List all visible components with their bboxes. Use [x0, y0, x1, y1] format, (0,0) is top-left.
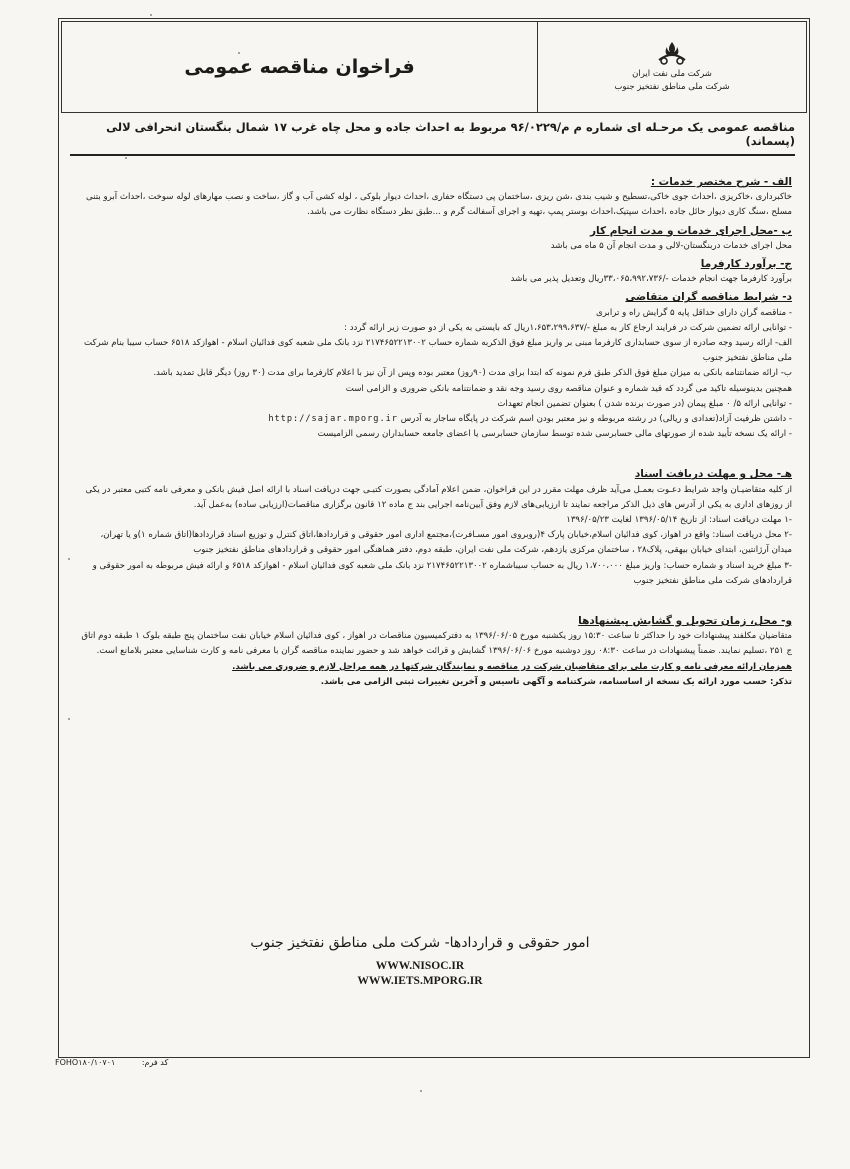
section-c-heading: ج- برآورد کارفرما	[700, 258, 792, 271]
section-b-body: محل اجرای خدمات دربنگستان-لالی و مدت انجام آن ۵ ماه می باشد	[550, 240, 792, 251]
section-e-line: -۲ محل دریافت اسناد: واقع در اهواز، کوی فدائیان اسلام،خیابان پارک ۴(روبروی امور مسـافرت)،مجتمع اداری امور حقوقی و قراردادها،اتاق کنترل و توزیع اسناد قراردادها(اتاق شماره ۱)و یا تهران، میدان آرژانتین، ابتدای خیابان بیهقی، پلاک۲۸ ، ساختمان مرکزی یازدهم، شرکت ملی نفت ایران، طبقه دوم، دفتر هماهنگی امور حقوقی و قراردادهای مناطق نفتخیز جنوب	[100, 530, 792, 556]
section-e-line: -۱ مهلت دریافت اسناد: از تاریخ ۱۳۹۶/۰۵/۱۴ لغایت ۱۳۹۶/۰۵/۲۳	[566, 515, 792, 526]
section-d-line: الف- ارائه رسید وجه صادره از سوی حسابداری کارفرما مبنی بر واریز مبلغ فوق الذکربه شماره حساب ۲۱۷۴۶۵۲۲۱۳۰۰۲ نزد بانک ملی شعبه کوی فدائیان اسلام - اهوازکد ۶۵۱۸ حساب سیبا بنام شرکت ملی مناطق نفتخیز جنوب	[84, 338, 792, 364]
footer-website-1[interactable]: WWW.NISOC.IR	[375, 960, 465, 972]
section-d-sajar-line: - داشتن ظرفیت آزاد(تعدادی و ریالی) در رشته مربوطه و نیز معتبر بودن اسم شرکت در پایگاه ساجار به آدرس http://sajar.mporg.ir	[268, 414, 792, 425]
form-code	[55, 1058, 168, 1067]
footer-org: امور حقوقی و قراردادها- شرکت ملی مناطق نفتخیز جنوب	[250, 935, 590, 951]
company-logo-block	[538, 22, 806, 112]
tender-content	[80, 172, 792, 690]
notice-title: فراخوان مناقصه عمومی	[62, 22, 538, 112]
section-b-heading: ب -محل اجرای خدمات و مدت انجام کار	[590, 224, 792, 237]
section-f-heading: و- محل، زمان تحویل و گشایش پیشنهادها	[578, 615, 792, 628]
section-d-heading: د- شرایط مناقصه گران متقاضی	[625, 291, 792, 304]
section-e-line: از کلیه متقاضیـان واجد شرایط دعـوت بعمـل می‌آید ظرف مهلت مقرر در این فراخوان، ضمن اعلام آمادگی بصورت کتبـی جهت دریافت اسناد با ارائه اصل فیش بانکی و معرفی نامه کتبی معتبر در یکی از روزهای اداری به یکی از آدرس های ذیل الذکر مراجعه نمایند تا ارزیابی‌های لازم وفق آیین‌نامه اجرایی بند ج ماده ۱۲ قانون برگزاری مناقصات(ارزیابی ساده) به‌عمل آید.	[85, 484, 792, 510]
section-c-body: برآورد کارفرما جهت انجام خدمات -/۳۳،۰۶۵،۹۹۲،۷۳۶ریال وتعدیل پذیر می باشد	[510, 274, 792, 285]
section-e-line: -۳ مبلغ خرید اسناد و شماره حساب: واریز مبلغ ۱،۷۰۰،۰۰۰ ریال به حساب سیباشماره ۲۱۷۴۶۵۲۲۱۳۰۰۲ نزد بانک ملی شعبه کوی فدائیان اسلام - اهوازکد ۶۵۱۸ و ارائه فیش مربوطه به امور حقوقی و قراردادهای شرکت ملی مناطق نفتخیز جنوب	[92, 560, 792, 586]
footer-block	[160, 935, 680, 989]
header-box	[61, 21, 807, 113]
section-d-line: ب- ارائه ضمانتنامه بانکی به میزان مبلغ فوق الذکر طبق فرم نمونه که ابتدا برای مدت (۹۰روز) معتبر بوده وپس از آن نیز با اعلام کارفرما برای مدت (۳۰ روز) دیگر قابل تمدید باشد.	[153, 368, 792, 379]
section-d-line: همچنین بدینوسیله تاکید می گردد که قید شماره و عنوان مناقصه روی رسید وجه نقد و ضمانتنامه بانکی ضروری و الزامی است	[345, 383, 792, 394]
section-d-line: - ارائه یک نسخه تأیید شده از صورتهای مالی حسابرسی شده توسط سازمان حسابرسی یا اعضای جامعه حسابداران رسمی الزامیست	[317, 429, 792, 440]
form-code-value: FOHO۱۸۰/۱۰۷۰۱	[55, 1058, 116, 1067]
company-name-1: شرکت ملی نفت ایران	[632, 69, 712, 79]
nioc-logo-icon	[655, 40, 689, 66]
section-f-body: متقاضیان مکلفند پیشنهادات خود را حداکثر تا ساعت ۱۵:۳۰ روز یکشنبه مورخ ۱۳۹۶/۰۶/۰۵ به دفترکمیسیون مناقصات در اهواز ، کوی فدائیان اسلام خیابان نفت ساختمان پنج طبقه بلوک ۱ طبقه دوم اتاق ج ۲۵۱ ،تسلیم نمایند. ضمناً پیشنهادات در ساعت ۰۸:۳۰ روز دوشنبه مورخ ۱۳۹۶/۰۶/۰۶ گشایش و قرائت خواهد شد و حضور نماینده مناقصه گران با معرفی نامه و کارت شناسایی معتبر بلامانع است.	[81, 631, 792, 657]
section-d-line: - توانایی ارائه ۵/ ۰ مبلغ پیمان (در صورت برنده شدن ) بعنوان تضمین انجام تعهدات	[497, 398, 792, 409]
section-f-emphasis: همزمان ارائه معرفی نامه و کارت ملی برای متقاضیان شرکت در مناقصه و نمایندگان شرکتها در همه مراحل لازم و ضروری می باشد.	[232, 661, 792, 672]
section-d-line: - توانایی ارائه تضمین شرکت در فرایند ارجاع کار به مبلغ -/۱،۶۵۳،۲۹۹،۶۳۷ریال که بایستی به یکی از دو صورت زیر ارائه گردد :	[344, 322, 792, 333]
sajar-url-link[interactable]: http://sajar.mporg.ir	[268, 414, 398, 425]
section-f-note: تذکر: حسب مورد ارائه یک نسخه از اساسنامه، شرکتنامه و آگهی تاسیس و آخرین تغییرات ثبتی الزامی می باشد.	[320, 676, 792, 687]
section-a-body: خاکبرداری ،خاکریزی ،احداث جوی خاکی،تسطیح و شیب بندی ،شن ریزی ،ساختمان پی دستگاه حفاری ،احداث دیوار بلوکی ، لوله کشی آب و گاز ،ساخت و نصب مهارهای لوله سوخت ،احداث آبرو بتنی مسلح ،سنگ کاری دیوار حائل جاده ،احداث سپتیک،احداث بوستر پمپ ،تهیه و اجرای آسفالت گرم و ...طبق نظر دستگاه نظارت می باشد.	[86, 192, 792, 218]
section-d-line: - مناقصه گران دارای حداقل پایه ۵ گرایش راه و ترابری	[595, 307, 792, 318]
company-name-2: شرکت ملی مناطق نفتخیز جنوب	[614, 82, 730, 92]
tender-main-title: مناقصه عمومی یک مرحـله ای شماره م م/۹۶/۰۲۲۹ مربوط به احداث جاده و محل چاه غرب ۱۷ شمال بنگستان انحرافی لالی (پسماند)	[70, 120, 795, 156]
section-a-heading: الف - شرح مختصر خدمات :	[650, 176, 792, 188]
form-code-label: کد فرم:	[141, 1058, 169, 1067]
footer-website-2[interactable]: WWW.IETS.MPORG.IR	[357, 975, 483, 987]
section-e-heading: هـ- محل و مهلت دریافت اسناد	[634, 468, 792, 481]
